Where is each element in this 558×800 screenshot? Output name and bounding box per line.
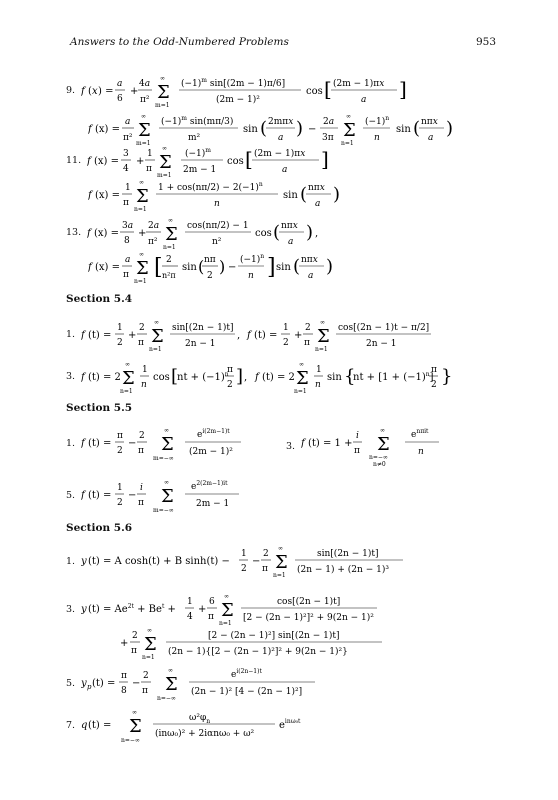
svg-text:1: 1 <box>283 323 289 333</box>
svg-text:π: π <box>138 498 145 508</box>
equation-13-cosine-series: 13. f (x) = 3a 8 + 2a π² Σ ∞ n=1 cos(nπ/2) − 1 n² cos ( nπx a ) , <box>66 214 347 250</box>
svg-text:y: y <box>81 604 87 615</box>
svg-text:a: a <box>428 133 434 143</box>
svg-text:Σ: Σ <box>138 120 151 141</box>
equation-5-6-3-second-line <box>120 624 450 666</box>
svg-text:q: q <box>81 720 88 731</box>
svg-text:∞: ∞ <box>320 319 326 326</box>
svg-text:Σ: Σ <box>275 552 288 573</box>
svg-text:2: 2 <box>166 255 172 265</box>
svg-text:(t) =: (t) = <box>92 678 116 689</box>
svg-text:(: ( <box>300 184 308 205</box>
svg-text:π: π <box>262 564 269 574</box>
svg-text:nπx: nπx <box>301 255 318 265</box>
svg-text:n≠0: n≠0 <box>373 461 386 468</box>
svg-text:∞: ∞ <box>278 545 284 552</box>
svg-text:a: a <box>308 271 314 281</box>
svg-text:π²: π² <box>123 133 133 143</box>
svg-text:n=1: n=1 <box>163 244 176 250</box>
equation-5-6-3b-formula <box>120 624 450 662</box>
svg-text:∞: ∞ <box>154 319 160 326</box>
svg-text:n²: n² <box>212 237 222 247</box>
svg-text:(t) =: (t) = <box>88 438 112 449</box>
svg-text:3: 3 <box>123 149 129 159</box>
svg-text:): ) <box>306 222 314 243</box>
svg-text:∞: ∞ <box>132 709 138 716</box>
section-heading-5-5: Section 5.5 <box>66 402 133 414</box>
svg-text:f: f <box>247 330 251 341</box>
svg-text:f: f <box>88 190 92 201</box>
svg-text:(t) = 2: (t) = 2 <box>262 372 296 383</box>
equation-5-4-3: 3. f (t) = 2 Σ ∞ n=1 1 n cos [ nt + $(-1)^n$ π 2 ] , f (t) = 2 Σ ∞ n=1 1 n sin { nt + $[1 + (-1)^n]$ π 2 } <box>66 358 511 394</box>
svg-text:Σ: Σ <box>296 368 309 389</box>
svg-text:+: + <box>136 156 145 167</box>
svg-text:n: n <box>214 199 220 209</box>
svg-text:2: 2 <box>139 323 145 333</box>
svg-text:m=1: m=1 <box>136 140 151 146</box>
equation-5-4-1: 1. f (t) = 1 2 + 2 π Σ ∞ n=1 sin[(2n − 1)t] 2n − 1 , f (t) = 1 2 + 2 π Σ ∞ n=1 cos[(2n − 1)t − π/2] 2n − 1 <box>66 316 511 352</box>
svg-text:2: 2 <box>283 338 289 348</box>
svg-text:(: ( <box>273 222 281 243</box>
svg-text:+: + <box>128 330 137 341</box>
section-heading-5-6: Section 5.6 <box>66 522 133 534</box>
svg-text:6: 6 <box>117 94 123 104</box>
svg-text:ei(2m−1)t: $e^{i(2m-1)t}$ <box>197 428 230 440</box>
svg-text:a: a <box>125 255 131 265</box>
svg-text:m=1: m=1 <box>157 172 172 178</box>
svg-text:(−1)n: $(-1)^n$ <box>365 115 390 127</box>
svg-text:−: − <box>128 490 137 501</box>
svg-text:π: π <box>431 365 438 375</box>
svg-text:(2m − 1)πx: (2m − 1)πx <box>254 149 306 159</box>
svg-text:1 + cos(nπ/2) − 2(−1)n: $1 + \cos(n\pi/2) - 2(-1)^n$ <box>158 181 263 193</box>
svg-text:n: n <box>315 380 321 390</box>
equation-5-5-5: 5. f (t) = 1 2 − i π Σ ∞ m=−∞ $e^{2(2m-1)it}$ 2m − 1 <box>66 476 281 514</box>
svg-text:n: n <box>418 447 424 457</box>
svg-text:2: 2 <box>117 338 123 348</box>
svg-text:nπx: nπx <box>308 183 325 193</box>
running-header-title: Answers to the Odd-Numbered Problems <box>70 36 289 48</box>
svg-text:3π: 3π <box>322 133 334 143</box>
svg-text:Σ: Σ <box>317 326 330 347</box>
svg-text:1: 1 <box>187 597 193 607</box>
equation-5-6-5: 5. y p (t) = π 8 − 2 π Σ ∞ n=−∞ $e^{i(2n-1)t}$ (2n − 1)² [4 − (2n − 1)²] <box>66 664 381 702</box>
svg-text:[: [ <box>171 366 179 387</box>
svg-text:Σ: Σ <box>136 186 149 207</box>
svg-text:2: 2 <box>241 564 247 574</box>
svg-text:m=−∞: m=−∞ <box>153 455 174 462</box>
svg-text:∞: ∞ <box>141 113 146 120</box>
svg-text:(−1)m sin(mπ/3): $(-1)^m$ sin(mπ/3) <box>161 115 234 127</box>
svg-text:(t) = 2: (t) = 2 <box>88 372 122 383</box>
svg-text:p: p <box>87 683 92 691</box>
svg-text:2: 2 <box>143 671 149 681</box>
svg-text:Σ: Σ <box>129 716 142 737</box>
equation-5-5-3-formula <box>301 424 451 468</box>
svg-text:e2(2m−1)it: $e^{2(2m-1)it}$ <box>191 480 228 492</box>
equation-5-6-1: 1. y (t) = A cosh(t) + B sinh(t) − 1 2 − 2 π Σ ∞ n=1 sin[(2n − 1)t] (2n − 1) + (2n − 1)³ <box>66 542 481 580</box>
svg-text:∞: ∞ <box>139 179 144 186</box>
svg-text:(t) =: (t) = <box>88 330 112 341</box>
svg-text:]: ] <box>236 366 244 387</box>
svg-text:4: 4 <box>187 612 193 622</box>
svg-text:sin: sin <box>276 262 291 273</box>
svg-text:3a: 3a <box>122 221 134 231</box>
svg-text:2n − 1: 2n − 1 <box>185 339 216 349</box>
svg-text:(2n − 1){[2 − (2n − 1)²]² + 9(: (2n − 1){[2 − (2n − 1)²]² + 9(2n − 1)²} <box>168 647 348 657</box>
svg-text:f: f <box>301 438 305 449</box>
svg-text:Σ: Σ <box>343 120 356 141</box>
svg-text:cos[(2n − 1)t]: cos[(2n − 1)t] <box>277 597 341 607</box>
svg-text:π²: π² <box>140 95 150 105</box>
svg-text:}: } <box>441 366 453 387</box>
svg-text:Σ: Σ <box>165 674 178 695</box>
svg-text:f: f <box>255 372 259 383</box>
svg-text:+: + <box>294 330 303 341</box>
svg-text:n=1: n=1 <box>273 572 286 579</box>
svg-text:): ) <box>296 118 304 139</box>
svg-text:n=1: n=1 <box>120 388 133 394</box>
svg-text:n=1: n=1 <box>134 278 147 284</box>
svg-text:π: π <box>123 270 129 280</box>
svg-text:cos: cos <box>153 372 170 383</box>
svg-text:(t) = Ae2t + Bet +: $(t) = Ae^{2t} + Be^t$ + <box>88 603 177 615</box>
svg-text:(t) =: (t) = <box>88 490 112 501</box>
svg-text:∞: ∞ <box>139 251 144 258</box>
svg-text:1: 1 <box>117 323 123 333</box>
svg-text:[: [ <box>245 147 253 171</box>
svg-text:(t) = 1 +: (t) = 1 + <box>308 438 353 449</box>
svg-text:∞: ∞ <box>224 593 230 600</box>
svg-text:ei(2n−1)t: $e^{i(2n-1)t}$ <box>231 668 262 680</box>
svg-text:2: 2 <box>117 498 123 508</box>
svg-text:n=1: n=1 <box>149 346 162 352</box>
equation-13b-formula <box>88 248 348 284</box>
svg-text:Σ: Σ <box>221 600 234 621</box>
svg-text:1: 1 <box>117 483 123 493</box>
svg-text:(t) =: (t) = <box>254 330 278 341</box>
svg-text:−: − <box>228 262 237 273</box>
svg-text:π: π <box>138 338 145 348</box>
svg-text:(2n − 1)² [4 − (2n − 1)²]: (2n − 1)² [4 − (2n − 1)²] <box>191 687 303 697</box>
svg-text:n²π: n²π <box>162 271 176 280</box>
svg-text:Σ: Σ <box>161 486 174 507</box>
svg-text:n=1: n=1 <box>142 654 155 661</box>
svg-text:(x) =: (x) = <box>94 156 120 167</box>
svg-text:) =: ) = <box>98 86 114 97</box>
equation-11-sine-series <box>88 176 348 216</box>
svg-text:f: f <box>88 124 92 135</box>
svg-text:cos: cos <box>227 156 244 167</box>
svg-text:f: f <box>87 228 91 239</box>
svg-text:(t) = A cosh(t) + B sinh(t) −: (t) = A cosh(t) + B sinh(t) − <box>88 556 230 567</box>
svg-text:f: f <box>81 372 85 383</box>
svg-text:cos: cos <box>306 86 323 97</box>
equation-5-4-1-formula <box>81 316 511 352</box>
equation-5-6-1-formula <box>81 542 481 580</box>
svg-text:(2m − 1)²: (2m − 1)² <box>189 447 234 457</box>
equation-5-5-5-formula <box>81 476 281 514</box>
svg-text:m=1: m=1 <box>155 102 170 108</box>
svg-text:8: 8 <box>124 236 130 246</box>
svg-text:1: 1 <box>125 183 131 193</box>
svg-text:f: f <box>81 438 85 449</box>
svg-text:,: , <box>237 330 241 341</box>
svg-text:f: f <box>87 156 91 167</box>
svg-text:m²: m² <box>188 133 201 143</box>
svg-text:∞: ∞ <box>346 113 351 120</box>
equation-5-5-1: 1. f (t) = π 2 − 2 π Σ ∞ m=−∞ $e^{i(2m-1)t}$ (2m − 1)² <box>66 424 271 462</box>
svg-text:f: f <box>81 330 85 341</box>
svg-text:n=−∞: n=−∞ <box>121 737 141 744</box>
svg-text:(t) =: (t) = <box>88 720 112 731</box>
svg-text:(x) =: (x) = <box>95 124 120 135</box>
svg-text:sin: sin <box>327 372 342 383</box>
svg-text:2: 2 <box>207 271 213 281</box>
svg-text:(−1)n: $(-1)^n$ <box>240 253 265 265</box>
svg-text:1: 1 <box>142 365 148 375</box>
svg-text:∞: ∞ <box>147 627 152 634</box>
svg-text:1: 1 <box>147 149 153 159</box>
svg-text:(: ( <box>198 257 205 276</box>
svg-text:]: ] <box>399 77 407 101</box>
svg-text:,: , <box>315 228 319 239</box>
svg-text:2m − 1: 2m − 1 <box>196 499 230 509</box>
svg-text:∞: ∞ <box>164 427 170 434</box>
svg-text:]: ] <box>321 147 329 171</box>
svg-text:einω₀t: $e^{in\omega_0t}$ <box>279 718 301 731</box>
svg-text:Σ: Σ <box>151 326 164 347</box>
svg-text:nπ: nπ <box>204 255 216 265</box>
svg-text:∞: ∞ <box>380 427 386 434</box>
svg-text:(x) =: (x) = <box>95 190 120 201</box>
svg-text:(: ( <box>260 118 268 139</box>
equation-5-6-3a-formula <box>81 590 481 628</box>
svg-text:): ) <box>446 118 454 139</box>
svg-text:[2 − (2n − 1)²] sin[(2n − 1)t]: [2 − (2n − 1)²] sin[(2n − 1)t] <box>208 631 340 641</box>
svg-text:π: π <box>304 338 311 348</box>
svg-text:{: { <box>344 366 356 387</box>
svg-text:m=−∞: m=−∞ <box>153 507 174 514</box>
svg-text:π: π <box>354 446 361 456</box>
svg-text:n=1: n=1 <box>134 206 147 212</box>
svg-text:2: 2 <box>117 446 123 456</box>
svg-text:Σ: Σ <box>122 368 135 389</box>
svg-text:y: y <box>81 678 87 689</box>
equation-5-5-1-formula <box>81 424 271 462</box>
svg-text:∞: ∞ <box>160 75 166 82</box>
svg-text:2: 2 <box>431 380 437 390</box>
svg-text:2: 2 <box>263 549 269 559</box>
section-heading-5-4: Section 5.4 <box>66 293 133 305</box>
svg-text:(2n − 1) + (2n − 1)³: (2n − 1) + (2n − 1)³ <box>297 565 390 575</box>
svg-text:2: 2 <box>132 631 138 641</box>
svg-text:4: 4 <box>123 164 129 174</box>
svg-text:+: + <box>198 604 207 615</box>
svg-text:−: − <box>252 556 261 567</box>
svg-text:(: ( <box>293 256 301 277</box>
svg-text:2mπx: 2mπx <box>268 117 294 127</box>
svg-text:π²: π² <box>148 237 158 247</box>
svg-text:2: 2 <box>305 323 311 333</box>
svg-text:f: f <box>88 262 92 273</box>
svg-text:cos: cos <box>255 228 272 239</box>
svg-text:n=−∞: n=−∞ <box>369 454 389 461</box>
equation-9-cosine-series: 9. f ( x ) = a 6 + 4a π² Σ ∞ m=1 $(-1)^m$ sin[(2m − 1)π/6] (2m − 1)² cos [ (2m − 1)πx a ] <box>66 72 411 108</box>
svg-text:f: f <box>81 490 85 501</box>
equation-5-5-3: 3. f (t) = 1 + i π Σ ∞ n=−∞ n≠0 $e^{n\pi it}$ n <box>286 424 451 468</box>
svg-text:n=1: n=1 <box>341 140 354 146</box>
svg-text:(: ( <box>88 86 93 97</box>
svg-text:∞: ∞ <box>168 217 174 224</box>
svg-text:Σ: Σ <box>157 82 170 103</box>
svg-text:f: f <box>81 86 85 97</box>
svg-text:π: π <box>208 612 215 622</box>
svg-text:sin: sin <box>243 124 258 135</box>
svg-text:nπx: nπx <box>281 221 298 231</box>
equation-5-6-7-formula <box>81 706 341 744</box>
svg-text:n=1: n=1 <box>219 620 232 627</box>
svg-text:8: 8 <box>121 686 127 696</box>
svg-text:sin: sin <box>182 262 197 273</box>
svg-text:2n − 1: 2n − 1 <box>366 339 397 349</box>
svg-text:π: π <box>121 671 128 681</box>
svg-text:+: + <box>138 228 147 239</box>
svg-text:1: 1 <box>241 549 247 559</box>
svg-text:i: i <box>356 431 360 441</box>
svg-text:Σ: Σ <box>144 634 157 655</box>
svg-text:∞: ∞ <box>164 479 170 486</box>
svg-text:4a: 4a <box>139 79 151 89</box>
svg-text:cos[(2n − 1)t − π/2]: cos[(2n − 1)t − π/2] <box>338 323 430 333</box>
svg-text:n: n <box>248 271 254 281</box>
svg-text:2m − 1: 2m − 1 <box>183 165 217 175</box>
svg-text:∞: ∞ <box>299 361 305 368</box>
svg-text:(2m − 1)πx: (2m − 1)πx <box>333 79 385 89</box>
svg-text:2: 2 <box>139 431 145 441</box>
svg-text:a: a <box>282 165 288 175</box>
svg-text:[: [ <box>324 77 332 101</box>
equation-5-6-3-first-line: 3. y $(t) = Ae^{2t} + Be^t$ + 1 4 + 6 π Σ ∞ n=1 cos[(2n − 1)t] [2 − (2n − 1)²]² + 9(2n − 1)² <box>66 590 481 628</box>
svg-text:]: ] <box>267 255 276 280</box>
svg-text:i: i <box>140 483 144 493</box>
equation-13-sine-series <box>88 248 348 288</box>
svg-text:sin[(2n − 1)t]: sin[(2n − 1)t] <box>172 323 234 333</box>
svg-text:sin[(2n − 1)t]: sin[(2n − 1)t] <box>317 549 379 559</box>
svg-text:nt + [1 + (−1)n]: nt + $[1 + (-1)^n]$ <box>353 371 434 383</box>
equation-9b-formula <box>88 110 468 146</box>
svg-text:2a: 2a <box>323 117 335 127</box>
svg-text:[: [ <box>154 255 163 280</box>
svg-text:6: 6 <box>209 597 215 607</box>
svg-text:sin: sin <box>283 190 298 201</box>
svg-text:(x) =: (x) = <box>94 228 120 239</box>
equation-5-6-5-formula <box>81 664 381 702</box>
svg-text:π: π <box>138 446 145 456</box>
svg-text:∞: ∞ <box>162 145 168 152</box>
svg-text:a: a <box>278 133 284 143</box>
svg-text:a: a <box>361 95 367 105</box>
svg-text:π: π <box>227 365 234 375</box>
svg-text:nπx: nπx <box>421 117 438 127</box>
svg-text:(2m − 1)²: (2m − 1)² <box>216 95 261 105</box>
svg-text:,: , <box>244 372 248 383</box>
svg-text:Σ: Σ <box>136 258 149 279</box>
equation-11a-formula <box>87 142 387 178</box>
svg-text:n: n <box>141 380 147 390</box>
equation-11b-formula <box>88 176 348 212</box>
svg-text:Σ: Σ <box>377 434 390 455</box>
svg-text:π: π <box>117 431 124 441</box>
svg-text:π: π <box>123 198 129 208</box>
svg-text:enπit: $e^{n\pi it}$ <box>411 428 429 440</box>
svg-text:ω²φn: $\omega^2\varphi_n$ <box>189 713 211 725</box>
svg-text:n=1: n=1 <box>294 388 307 394</box>
svg-text:a: a <box>125 117 131 127</box>
svg-text:x: x <box>92 86 98 97</box>
svg-text:n: n <box>374 133 380 143</box>
equation-11-cosine-series: 11. f (x) = 3 4 + 1 π Σ ∞ m=1 $(-1)^m$ 2m − 1 cos [ (2m − 1)πx a ] <box>66 142 387 178</box>
svg-text:nt + (−1)n: nt + $(-1)^n$ <box>177 371 229 383</box>
svg-text:a: a <box>315 199 321 209</box>
svg-text:∞: ∞ <box>168 667 174 674</box>
svg-text:(x) =: (x) = <box>95 262 120 273</box>
svg-text:π: π <box>131 646 137 656</box>
equation-5-6-7: 7. q (t) = Σ ∞ n=−∞ $\omega^2\varphi_n$ (inω₀)² + 2iαnω₀ + ω² $e^{in\omega_0t}$ <box>66 706 341 744</box>
svg-text:(: ( <box>413 118 421 139</box>
svg-text:1: 1 <box>316 365 322 375</box>
svg-text:Σ: Σ <box>165 224 178 245</box>
svg-text:): ) <box>219 257 226 276</box>
svg-text:[2 − (2n − 1)²]² + 9(2n − 1)²: [2 − (2n − 1)²]² + 9(2n − 1)² <box>243 613 375 623</box>
svg-text:+: + <box>130 86 139 97</box>
svg-text:Σ: Σ <box>161 434 174 455</box>
svg-text:2: 2 <box>227 380 233 390</box>
page-number: 953 <box>475 36 496 48</box>
svg-text:sin: sin <box>396 124 411 135</box>
svg-text:∞: ∞ <box>125 361 131 368</box>
svg-text:−: − <box>132 678 141 689</box>
svg-text:−: − <box>308 124 317 135</box>
equation-9a-formula <box>81 72 411 108</box>
svg-text:): ) <box>333 184 341 205</box>
svg-text:−: − <box>128 438 137 449</box>
svg-text:+: + <box>120 638 129 649</box>
svg-text:(inω₀)² + 2iαnω₀ + ω²: (inω₀)² + 2iαnω₀ + ω² <box>155 729 255 739</box>
svg-text:Σ: Σ <box>159 152 172 173</box>
svg-text:a: a <box>117 79 123 89</box>
svg-text:y: y <box>81 556 87 567</box>
svg-text:n=1: n=1 <box>315 346 328 352</box>
svg-text:(−1)m: $(-1)^m$ <box>185 147 212 159</box>
svg-text:(−1)m sin[(2m − 1)π/6]: $(-1)^m$ sin[(2m − 1)π/6] <box>181 77 286 89</box>
svg-text:2a: 2a <box>148 221 160 231</box>
equation-5-4-3-formula <box>81 358 511 394</box>
svg-text:π: π <box>146 164 153 174</box>
svg-text:cos(nπ/2) − 1: cos(nπ/2) − 1 <box>187 221 249 231</box>
svg-text:n=−∞: n=−∞ <box>157 695 177 702</box>
equation-13a-formula <box>87 214 347 250</box>
svg-text:a: a <box>288 237 294 247</box>
svg-text:π: π <box>142 686 149 696</box>
svg-text:): ) <box>326 256 334 277</box>
